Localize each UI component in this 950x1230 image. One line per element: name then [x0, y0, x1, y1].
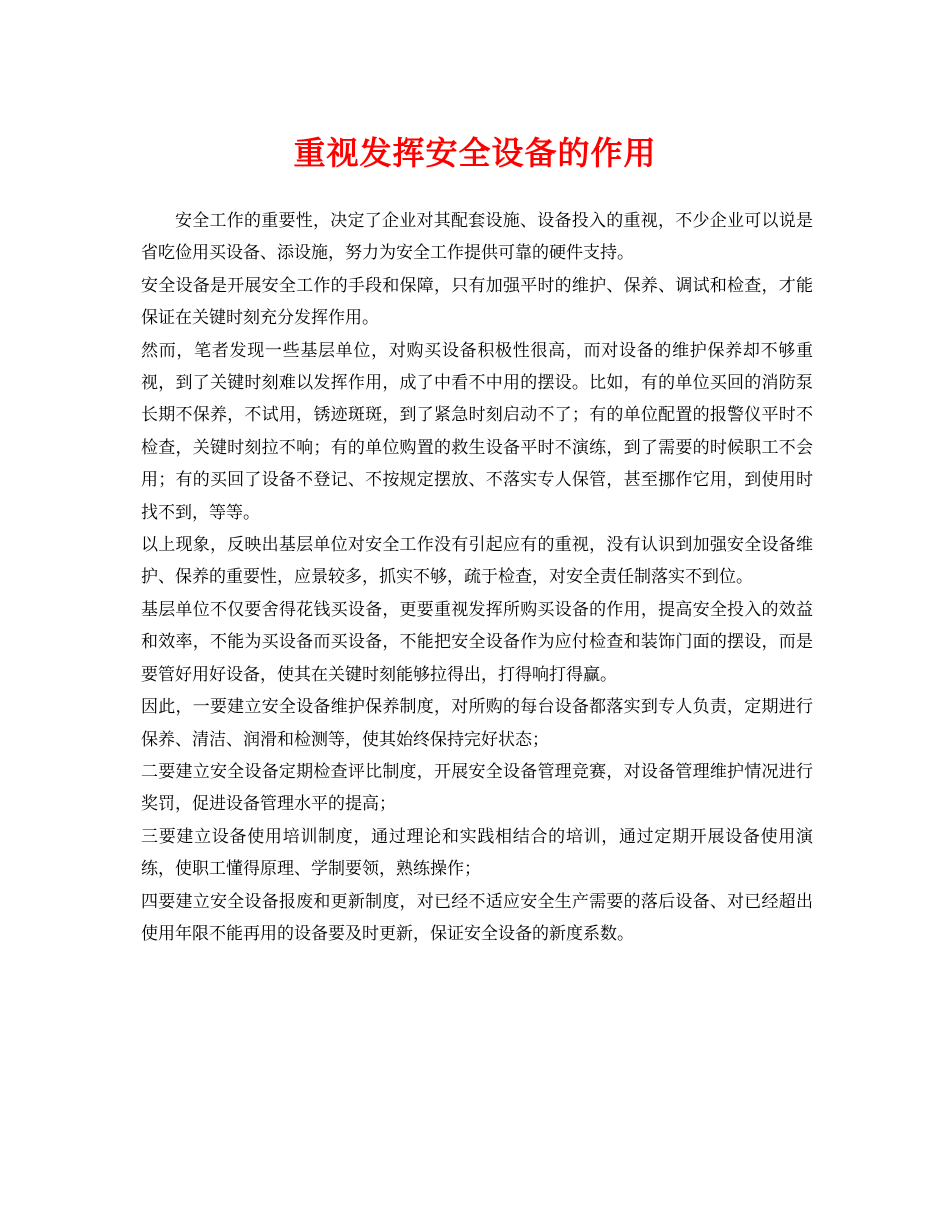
paragraph: 二要建立安全设备定期检查评比制度，开展安全设备管理竞赛，对设备管理维护情况进行奖罚，促进设备管理水平的提高；	[141, 761, 813, 815]
document-body	[141, 205, 813, 950]
paragraph: 三要建立设备使用培训制度，通过理论和实践相结合的培训，通过定期开展设备使用演练，使职工懂得原理、学制要领，熟练操作；	[141, 826, 813, 880]
paragraph: 然而，笔者发现一些基层单位，对购买设备积极性很高，而对设备的维护保养却不够重视，到了关键时刻难以发挥作用，成了中看不中用的摆设。比如，有的单位买回的消防泵长期不保养，不试用，锈迹斑斑，到了紧急时刻启动不了；有的单位配置的报警仪平时不检查，关键时刻拉不响；有的单位购置的救生设备平时不演练，到了需要的时候职工不会用；有的买回了设备不登记、不按规定摆放、不落实专人保管，甚至挪作它用，到使用时找不到，等等。	[141, 340, 813, 523]
document-title: 重视发挥安全设备的作用	[293, 134, 657, 172]
paragraph: 因此，一要建立安全设备维护保养制度，对所购的每台设备都落实到专人负责，定期进行保养、清洁、润滑和检测等，使其始终保持完好状态；	[141, 697, 813, 750]
paragraph: 四要建立安全设备报废和更新制度，对已经不适应安全生产需要的落后设备、对已经超出使用年限不能再用的设备要及时更新，保证安全设备的新度系数。	[141, 891, 813, 944]
paragraph: 以上现象，反映出基层单位对安全工作没有引起应有的重视，没有认识到加强安全设备维护、保养的重要性，应景较多，抓实不够，疏于检查，对安全责任制落实不到位。	[141, 535, 813, 588]
paragraph: 安全设备是开展安全工作的手段和保障，只有加强平时的维护、保养、调试和检查，才能保证在关键时刻充分发挥作用。	[141, 275, 813, 329]
paragraph: 安全工作的重要性，决定了企业对其配套设施、设备投入的重视，不少企业可以说是省吃俭用买设备、添设施，努力为安全工作提供可靠的硬件支持。	[141, 211, 813, 264]
paragraph: 基层单位不仅要舍得花钱买设备，更要重视发挥所购买设备的作用，提高安全投入的效益和效率，不能为买设备而买设备，不能把安全设备作为应付检查和装饰门面的摆设，而是要管好用好设备，使其在关键时刻能够拉得出，打得响打得赢。	[141, 599, 813, 685]
